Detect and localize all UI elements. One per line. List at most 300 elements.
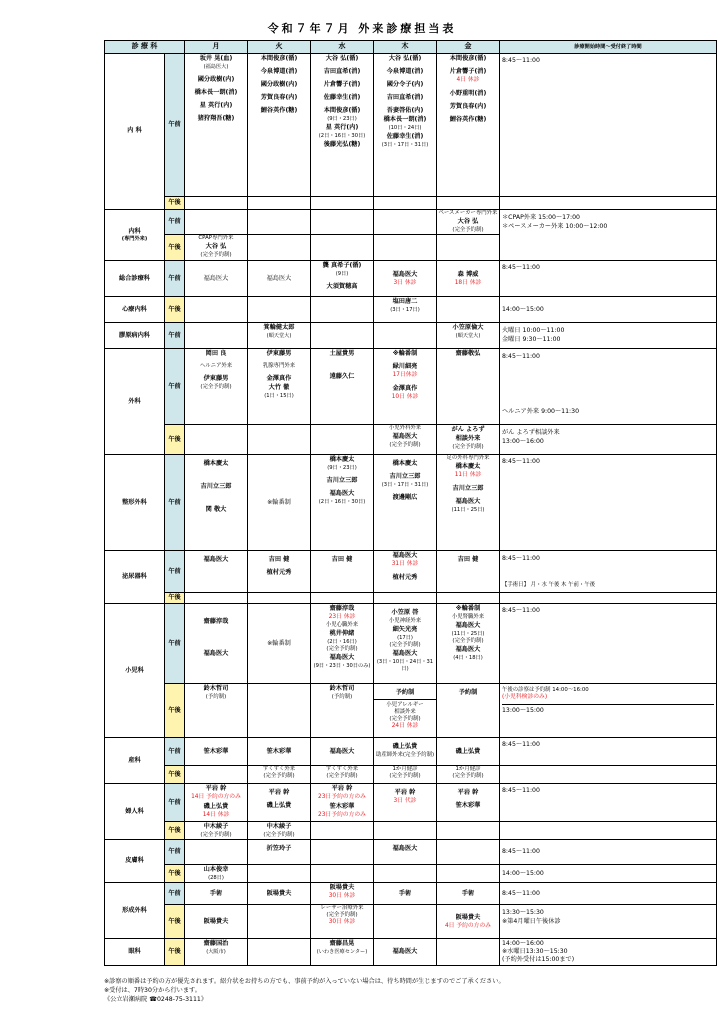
doctor-name: 齋藤国治 [203,940,229,948]
reservation-note: (完全予約制) [452,444,484,451]
doctor-name: 齋藤敬弘 [455,350,481,358]
row-kogen [105,323,717,349]
reservation-note: (予約制) [331,694,353,701]
doctor-note: (28日) [208,875,224,882]
clinic-label: CPAP専門外来 [198,235,234,242]
sanka-wed [311,738,374,766]
doctor-name: 塩田唐二 [392,298,418,306]
keisei-hours-pm [500,905,717,939]
sogo-hours: 8:45～11:00 [500,261,717,297]
slot-am: 午前 [165,784,185,822]
doctor-name: 金澤真作 [392,384,418,392]
doctor-note: (大阪市) [206,949,226,956]
naika-thu [374,54,437,197]
doctor-name: 福島医大 [392,948,418,956]
doctor-name: 鈴木哲司 [329,685,355,693]
doctor-name: 阪場貴夫 [329,884,355,892]
sanka-tue [248,738,311,766]
doctor-name: 土屋貴男 [329,350,355,358]
hours-line: 8:45～11:00 [502,555,540,563]
shoni-hours-pm [500,684,717,738]
doctor-note: (9日・23日) [327,116,357,123]
doctor-name: 大谷 弘 [457,218,479,226]
slot-pm: 午後 [165,939,185,966]
naika-hours: 8:45～11:00 [500,54,717,197]
row-shinryo [105,297,717,323]
doctor-name: 橋本慶太 [203,460,229,468]
clinic-label: ペースメーカー専門外来 [438,210,498,216]
doctor-name: 平岩 幹 [394,789,416,797]
doctor-name: 坂井 晃(血) [199,55,233,62]
hinyoki-fri [437,551,500,593]
doctor-name: 手術 [398,889,412,897]
doctor-note: (2日・16日・30日) [318,133,366,140]
doctor-note: (順天堂大) [266,333,292,340]
dept-ganka: 眼科 [105,939,165,966]
hinyoki-mon [185,551,248,593]
hours-line: がん よろず相談外来 [502,429,560,437]
doctor-name: 後藤光弘(糖) [323,140,361,148]
hours-line: 13:00～15:00 [502,706,544,714]
ganka-mon [185,939,248,966]
doctor-name: 折笠玲子 [266,845,292,853]
doctor-name: 笹木彩華 [455,802,481,810]
slot-am: 午前 [165,261,185,297]
slot-am: 午前 [165,54,185,197]
clinic-label: 相談外来 [394,709,416,716]
seikei-tue: ※輪番制 [248,455,311,551]
doctor-name: 笹木彩華 [203,747,229,755]
sanka-hours: 8:45～11:00 [500,738,717,766]
doctor-name: 鯉谷英作(糖) [260,107,298,115]
reservation-note: (完全予約制) [200,384,232,391]
doctor-name: 磯上弘貴 [266,802,292,810]
slot-am: 午前 [165,738,185,766]
hours-line: (予約外受付は15:00まで) [502,956,575,964]
geka-thu [374,349,437,425]
slot-pm: 午後 [165,235,185,261]
sogo-thu [374,261,437,297]
dept-hifu: 皮膚科 [105,840,165,883]
doctor-note: (3日・17日・31日) [381,142,429,149]
doctor-name: 緑川細亮 [392,363,418,371]
shoni-hours: 8:45～11:00 [500,604,717,684]
sanka-tue-pm [248,766,311,784]
fujin-thu [374,784,437,822]
dept-sanka: 産科 [105,738,165,784]
doctor-name: 猪狩翔吾(糖) [197,115,235,122]
row-naika-senmon-am [105,210,717,235]
doctor-note: (2日・16日・30日) [318,499,366,506]
naika-mon [185,54,248,197]
doctor-name: 橋本慶太 [455,463,481,471]
naika-senmon-fri [437,210,500,235]
doctor-note: (3日・10日・24日・31日) [376,659,434,673]
keisei-thu [374,883,437,905]
doctor-name: 今泉博道(消) [260,68,298,76]
doctor-name: 橋本慶太 [392,460,418,468]
page-title: 令和７年７月 外来診療担当表 [267,22,457,35]
closure-note: 23日 休診 [328,614,356,621]
doctor-name: 福島医大 [392,552,418,560]
doctor-name: 吉川立三郎 [389,473,421,481]
clinic-label: 助産師外来(完全予約制) [375,752,435,759]
header-tue: 火 [248,41,311,54]
row-hifu-pm [105,865,717,883]
seikei-wed [311,455,374,551]
clinic-label: 小児外科外来 [388,425,422,432]
keisei-hours: 8:45～11:00 [500,883,717,905]
row-hinyoki-pm [105,593,717,604]
reservation-note: (完全予約制) [389,442,421,449]
doctor-name: 福島医大 [203,650,229,658]
doctor-note: (9日・23日) [327,465,357,472]
keisei-wed-pm [311,905,374,939]
naika-fri [437,54,500,197]
doctor-name: 片倉響子(消) [323,81,361,89]
header-mon: 月 [185,41,248,54]
doctor-name: 中木綾子 [203,823,229,831]
keisei-tue [248,883,311,905]
seikei-fri [437,455,500,551]
schedule-table [104,40,717,966]
doctor-name: 龔 真希子(循) [322,262,362,270]
geka-hours-pm [500,425,717,455]
doctor-name: 手術 [461,889,475,897]
hifu-mon-pm [185,865,248,883]
row-fujin-pm [105,822,717,840]
ganka-wed [311,939,374,966]
slot-am: 午前 [165,349,185,425]
doctor-name: 小笠原倫大 [452,324,484,332]
hinyoki-hours [500,551,717,593]
shinryo-thu [374,297,437,323]
hours-line: 8:45～11:00 [502,353,540,361]
geka-tue [248,349,311,425]
sogo-tue: 福島医大 [248,261,311,297]
doctor-name: 芳賀良春(内) [449,102,487,110]
seikei-thu [374,455,437,551]
surgery-days: 【手術日】 月・水 午後 木 午前・午後 [502,582,596,589]
reservation-note: (完全予約制) [389,773,421,780]
dept-naika: 内 科 [105,54,165,210]
reservation-note: (予約制) [205,694,227,701]
sogo-mon: 福島医大 [185,261,248,297]
sanka-thu [374,738,437,766]
doctor-name: 福島医大 [329,747,355,755]
clinic-label: 1か月健診 [392,766,418,773]
reservation-note: (完全予約制) [389,716,421,723]
shoni-tue: ※輪番制 [248,604,311,684]
fujin-tue-pm [248,822,311,840]
doctor-name: 阪場貴夫 [203,917,229,925]
doctor-note: (9日) [335,271,349,278]
doctor-name: 福島医大 [455,622,481,630]
keisei-wed [311,883,374,905]
doctor-name: 阪場貴夫 [455,913,481,921]
geka-thu-pm [374,425,437,455]
ganka-thu [374,939,437,966]
reservation-note: (完全予約制) [389,642,421,649]
closure-note: 14日 予約の方のみ [191,794,241,801]
closure-note: 23日予約の方のみ [318,811,366,818]
doctor-name: 小野重明(消) [449,89,487,97]
doctor-note: (いわき医療センター) [316,949,368,956]
naika-senmon-mon-pm [185,235,248,261]
shoni-wed-pm [311,684,374,738]
doctor-note: (10日・24日) [388,125,422,132]
doctor-name: 本間俊彦(循) [260,55,298,62]
sanka-fri [437,738,500,766]
shoni-fri-pm [437,684,500,738]
doctor-name: 渡邊剛広 [392,494,418,502]
doctor-name: 齋藤淳哉 [329,605,355,613]
clinic-label: がん よろず [451,426,485,434]
doctor-note: (3日・17日・31日) [381,482,429,489]
doctor-note: (4日・18日) [453,655,483,662]
row-geka-am [105,349,717,425]
doctor-name: 福島医大 [455,497,481,505]
slot-pm: 午後 [165,766,185,784]
keisei-fri-pm [437,905,500,939]
dept-seikei: 整形外科 [105,455,165,551]
row-ganka [105,939,717,966]
doctor-name: 國分政樹(内) [197,75,235,83]
reservation-note: (完全予約制) [452,773,484,780]
header-hours: 診療開始時間～受付終了時間 [500,41,717,54]
doctor-note: (9日・23日・30日のみ) [313,662,371,669]
reservation-note: (完全予約制) [200,832,232,839]
doctor-name: 鈴木哲司 [203,685,229,693]
shoni-mon [185,604,248,684]
closure-note: 30日 休診 [328,893,356,900]
fujin-mon [185,784,248,822]
hours-line: 金曜日 9:30～11:00 [502,336,561,344]
doctor-name: 吉田 健 [331,556,353,564]
shoni-thu-pm [374,684,437,738]
doctor-name: 伊東藤男 [266,350,292,358]
doctor-note: (1日・15日) [264,393,294,400]
geka-hours [500,349,717,425]
reservation-note: (完全予約制) [326,645,358,652]
doctor-name: 箕輪健太郎 [263,324,295,332]
doctor-name: 平岩 幹 [268,789,290,797]
slot-pm: 午後 [165,297,185,323]
doctor-name: 本間俊彦(循) [323,107,361,115]
doctor-name: 吉田直希(消) [386,94,424,102]
seikei-mon [185,455,248,551]
doctor-name: 吉川立三郎 [326,477,358,485]
doctor-name: 平岩 幹 [457,789,479,797]
clinic-label: ヘルニア外来 [199,363,233,370]
doctor-name: 平岩 幹 [331,785,353,793]
rotation-note: ※輪番制 [392,350,418,358]
doctor-name: 森 博威 [457,270,479,278]
doctor-name: 吉川立三郎 [200,483,232,491]
row-hifu-am [105,840,717,865]
doctor-note: (福島医大) [203,64,229,71]
closure-note: 10日 休診 [391,393,419,400]
row-sanka-pm [105,766,717,784]
clinic-label: 小児腎臓外来 [451,614,485,621]
clinic-label: 足の外科専門外来 [446,455,490,462]
doctor-name: 吉田直希(消) [323,68,361,76]
fujin-fri [437,784,500,822]
doctor-note: (順天堂大) [455,333,481,340]
reservation-note: 予約制 [395,689,415,697]
row-keisei-pm [105,905,717,939]
hours-line: 午後の診察は予約制 14:00～16:00 [502,687,589,694]
slot-am: 午前 [165,883,185,905]
hours-line: ヘルニア外来 9:00～11:30 [502,408,580,416]
doctor-name: 大竹 徹 [268,384,290,392]
hours-line: ※第4月曜日午後休診 [502,918,561,926]
row-fujin-am [105,784,717,822]
clinic-label: 相談外来 [455,435,481,443]
closure-note: 17日休診 [392,372,418,379]
row-naika-pm [105,197,717,210]
naika-senmon-hours [500,210,717,261]
doctor-note: (2日・16日) [327,638,357,645]
doctor-name: 橋本長一朗(消) [383,116,427,124]
clinic-label: レーザー治療外来 [320,905,364,912]
doctor-note: (3日・17日) [390,307,420,314]
doctor-name: 吾妻啓佑(内) [386,107,424,115]
sogo-wed [311,261,374,297]
doctor-name: 福島医大 [392,270,418,278]
reservation-note: (完全予約制) [263,773,295,780]
slot-pm: 午後 [165,865,185,883]
doctor-name: 笹木彩華 [329,802,355,810]
doctor-name: 金澤真作 [266,375,292,383]
slot-pm: 午後 [165,425,185,455]
doctor-name: 植村元秀 [266,569,292,577]
rotation-note: ※輪番制 [455,605,481,613]
footer-hospital-phone: 《公立岩瀬病院 ☎0248-75-3111》 [104,995,208,1003]
closure-note: 31日 休診 [391,561,419,568]
hinyoki-wed [311,551,374,593]
hours-note: (小児科検診のみ) [502,694,548,701]
sanka-thu-pm [374,766,437,784]
row-shoni-pm [105,684,717,738]
dept-sublabel: (専門外来) [121,235,148,242]
dept-fujin: 婦人科 [105,784,165,840]
slot-pm: 午後 [165,905,185,939]
doctor-name: 岡田 良 [205,350,227,358]
row-sogo [105,261,717,297]
closure-note: 14日 休診 [202,811,230,818]
doctor-name: 福島医大 [392,845,418,853]
doctor-name: 大須賀穂高 [326,282,358,290]
closure-note: 4日 休診 [456,77,480,84]
footer-notes [104,978,505,1005]
clinic-label: 小児心臓外来 [325,621,359,628]
clinic-label: 1か月健診 [455,766,481,773]
slot-pm: 午後 [165,593,185,604]
doctor-name: 小笠原 啓 [391,609,419,617]
closure-note: 3日 休診 [393,279,417,286]
doctor-name: 桃井伸緒 [329,629,355,637]
clinic-label: すくすく外来 [325,766,359,773]
closure-note: 11日 休診 [454,472,482,479]
doctor-name: 福島医大 [203,556,229,564]
clinic-label: 乳腺専門外来 [262,363,296,370]
geka-fri [437,349,500,425]
sogo-fri [437,261,500,297]
dept-shoni: 小児科 [105,604,165,738]
clinic-label: 小児神経外来 [388,618,422,625]
slot-am: 午前 [165,323,185,349]
header-wed: 水 [311,41,374,54]
doctor-name: 國分政樹(内) [260,81,298,89]
dept-hinyoki: 泌尿器科 [105,551,165,604]
seikei-hours: 8:45～11:00 [500,455,717,551]
keisei-fri [437,883,500,905]
reservation-note: (完全予約制) [200,252,232,259]
doctor-name: 佐藤幸生(消) [386,133,424,141]
doctor-name: 星 英行(内) [325,124,359,132]
reservation-note: (完全予約制) [452,638,484,645]
doctor-name: 佐藤幸生(消) [323,94,361,102]
doctor-name: 遠藤久仁 [329,373,355,381]
doctor-name: 笹木彩華 [266,747,292,755]
hifu-tue [248,840,311,865]
doctor-name: 福島医大 [392,650,418,658]
doctor-name: 福島医大 [329,653,355,661]
shoni-mon-pm [185,684,248,738]
reservation-note: 予約制 [458,689,478,697]
doctor-name: 植村元秀 [392,573,418,581]
kogen-hours [500,323,717,349]
hours-line: ＊CPAP外来 15:00～17:00 [502,214,580,221]
doctor-note: (11日・25日) [451,506,485,513]
hinyoki-tue [248,551,311,593]
doctor-name: 阪場貴夫 [266,889,292,897]
geka-wed [311,349,374,425]
row-hinyoki-am [105,551,717,593]
fujin-tue [248,784,311,822]
doctor-name: 福島医大 [455,646,481,654]
sanka-fri-pm [437,766,500,784]
doctor-name: 中木綾子 [266,823,292,831]
kogen-tue [248,323,311,349]
closure-note: 18日 休診 [454,279,482,286]
doctor-name: 磯上弘貴 [203,802,229,810]
row-sanka-am [105,738,717,766]
hours-line: ※水曜日13:30～15:30 [502,948,568,956]
sanka-wed-pm [311,766,374,784]
doctor-name: 山本俊幸 [203,866,229,874]
row-shoni-am [105,604,717,684]
row-geka-pm [105,425,717,455]
slot-pm: 午後 [165,197,185,210]
doctor-name: 伊東藤男 [203,375,229,383]
doctor-name: 関 敬大 [205,506,227,514]
kogen-fri [437,323,500,349]
closure-note: 30日 休診 [328,919,356,926]
shoni-thu [374,604,437,684]
dept-keisei: 形成外科 [105,883,165,939]
header-row [105,41,717,54]
header-dept: 診 療 科 [105,41,185,54]
keisei-mon-pm [185,905,248,939]
row-naika-am [105,54,717,197]
sanka-mon [185,738,248,766]
shinryo-hours: 14:00～15:00 [500,297,717,323]
doctor-name: 福島医大 [392,433,418,441]
reservation-note: (完全予約制) [326,773,358,780]
ganka-hours [500,939,717,966]
